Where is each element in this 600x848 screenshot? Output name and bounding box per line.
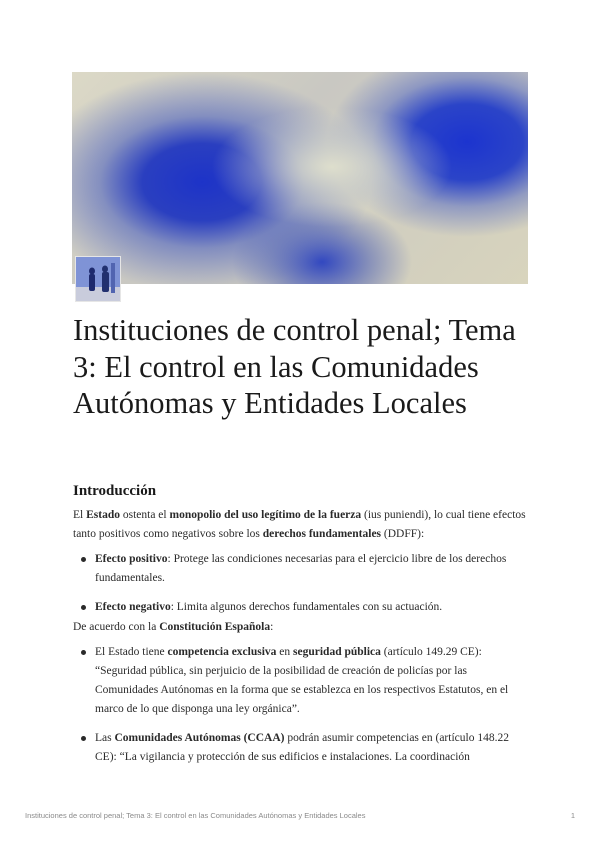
author-avatar [75,256,121,302]
intro-paragraph: El Estado ostenta el monopolio del uso legítimo de la fuerza (ius puniendi), lo cual tiene efectos tanto positivos como negativos sobre los derechos fundamentales (DDFF): [73,509,526,540]
section-heading: Introducción [73,483,157,499]
page-footer [25,811,575,820]
document-title: Instituciones de control penal; Tema 3: El control en las Comunidades Autónomas y Entidades Locales [73,313,516,420]
effects-list [73,550,528,627]
competencias-list [73,643,528,777]
list-item: El Estado tiene competencia exclusiva en seguridad pública (artículo 149.29 CE): “Seguridad pública, sin perjuicio de la posibilidad de creación de policías por las Comunidades Autónomas en la forma que se establezca en los respectivos Estatutos, en el marco de lo que disponga una ley orgánica”. [73,643,528,719]
list-item: Las Comunidades Autónomas (CCAA) podrán asumir competencias en (artículo 148.22 CE): “La vigilancia y protección de sus edificios e instalaciones. La coordinación [73,729,528,767]
list-item: Efecto positivo: Protege las condiciones necesarias para el ejercicio libre de los derechos fundamentales. [73,550,528,588]
list-item: Efecto negativo: Limita algunos derechos fundamentales con su actuación. [73,598,528,617]
cover-image [72,72,528,284]
constitution-paragraph: De acuerdo con la Constitución Española: [73,621,274,633]
page-number: 1 [570,811,575,820]
footer-title: Instituciones de control penal; Tema 3: El control en las Comunidades Autónomas y Entidades Locales [25,811,366,820]
avatar-figures-icon [76,257,120,301]
